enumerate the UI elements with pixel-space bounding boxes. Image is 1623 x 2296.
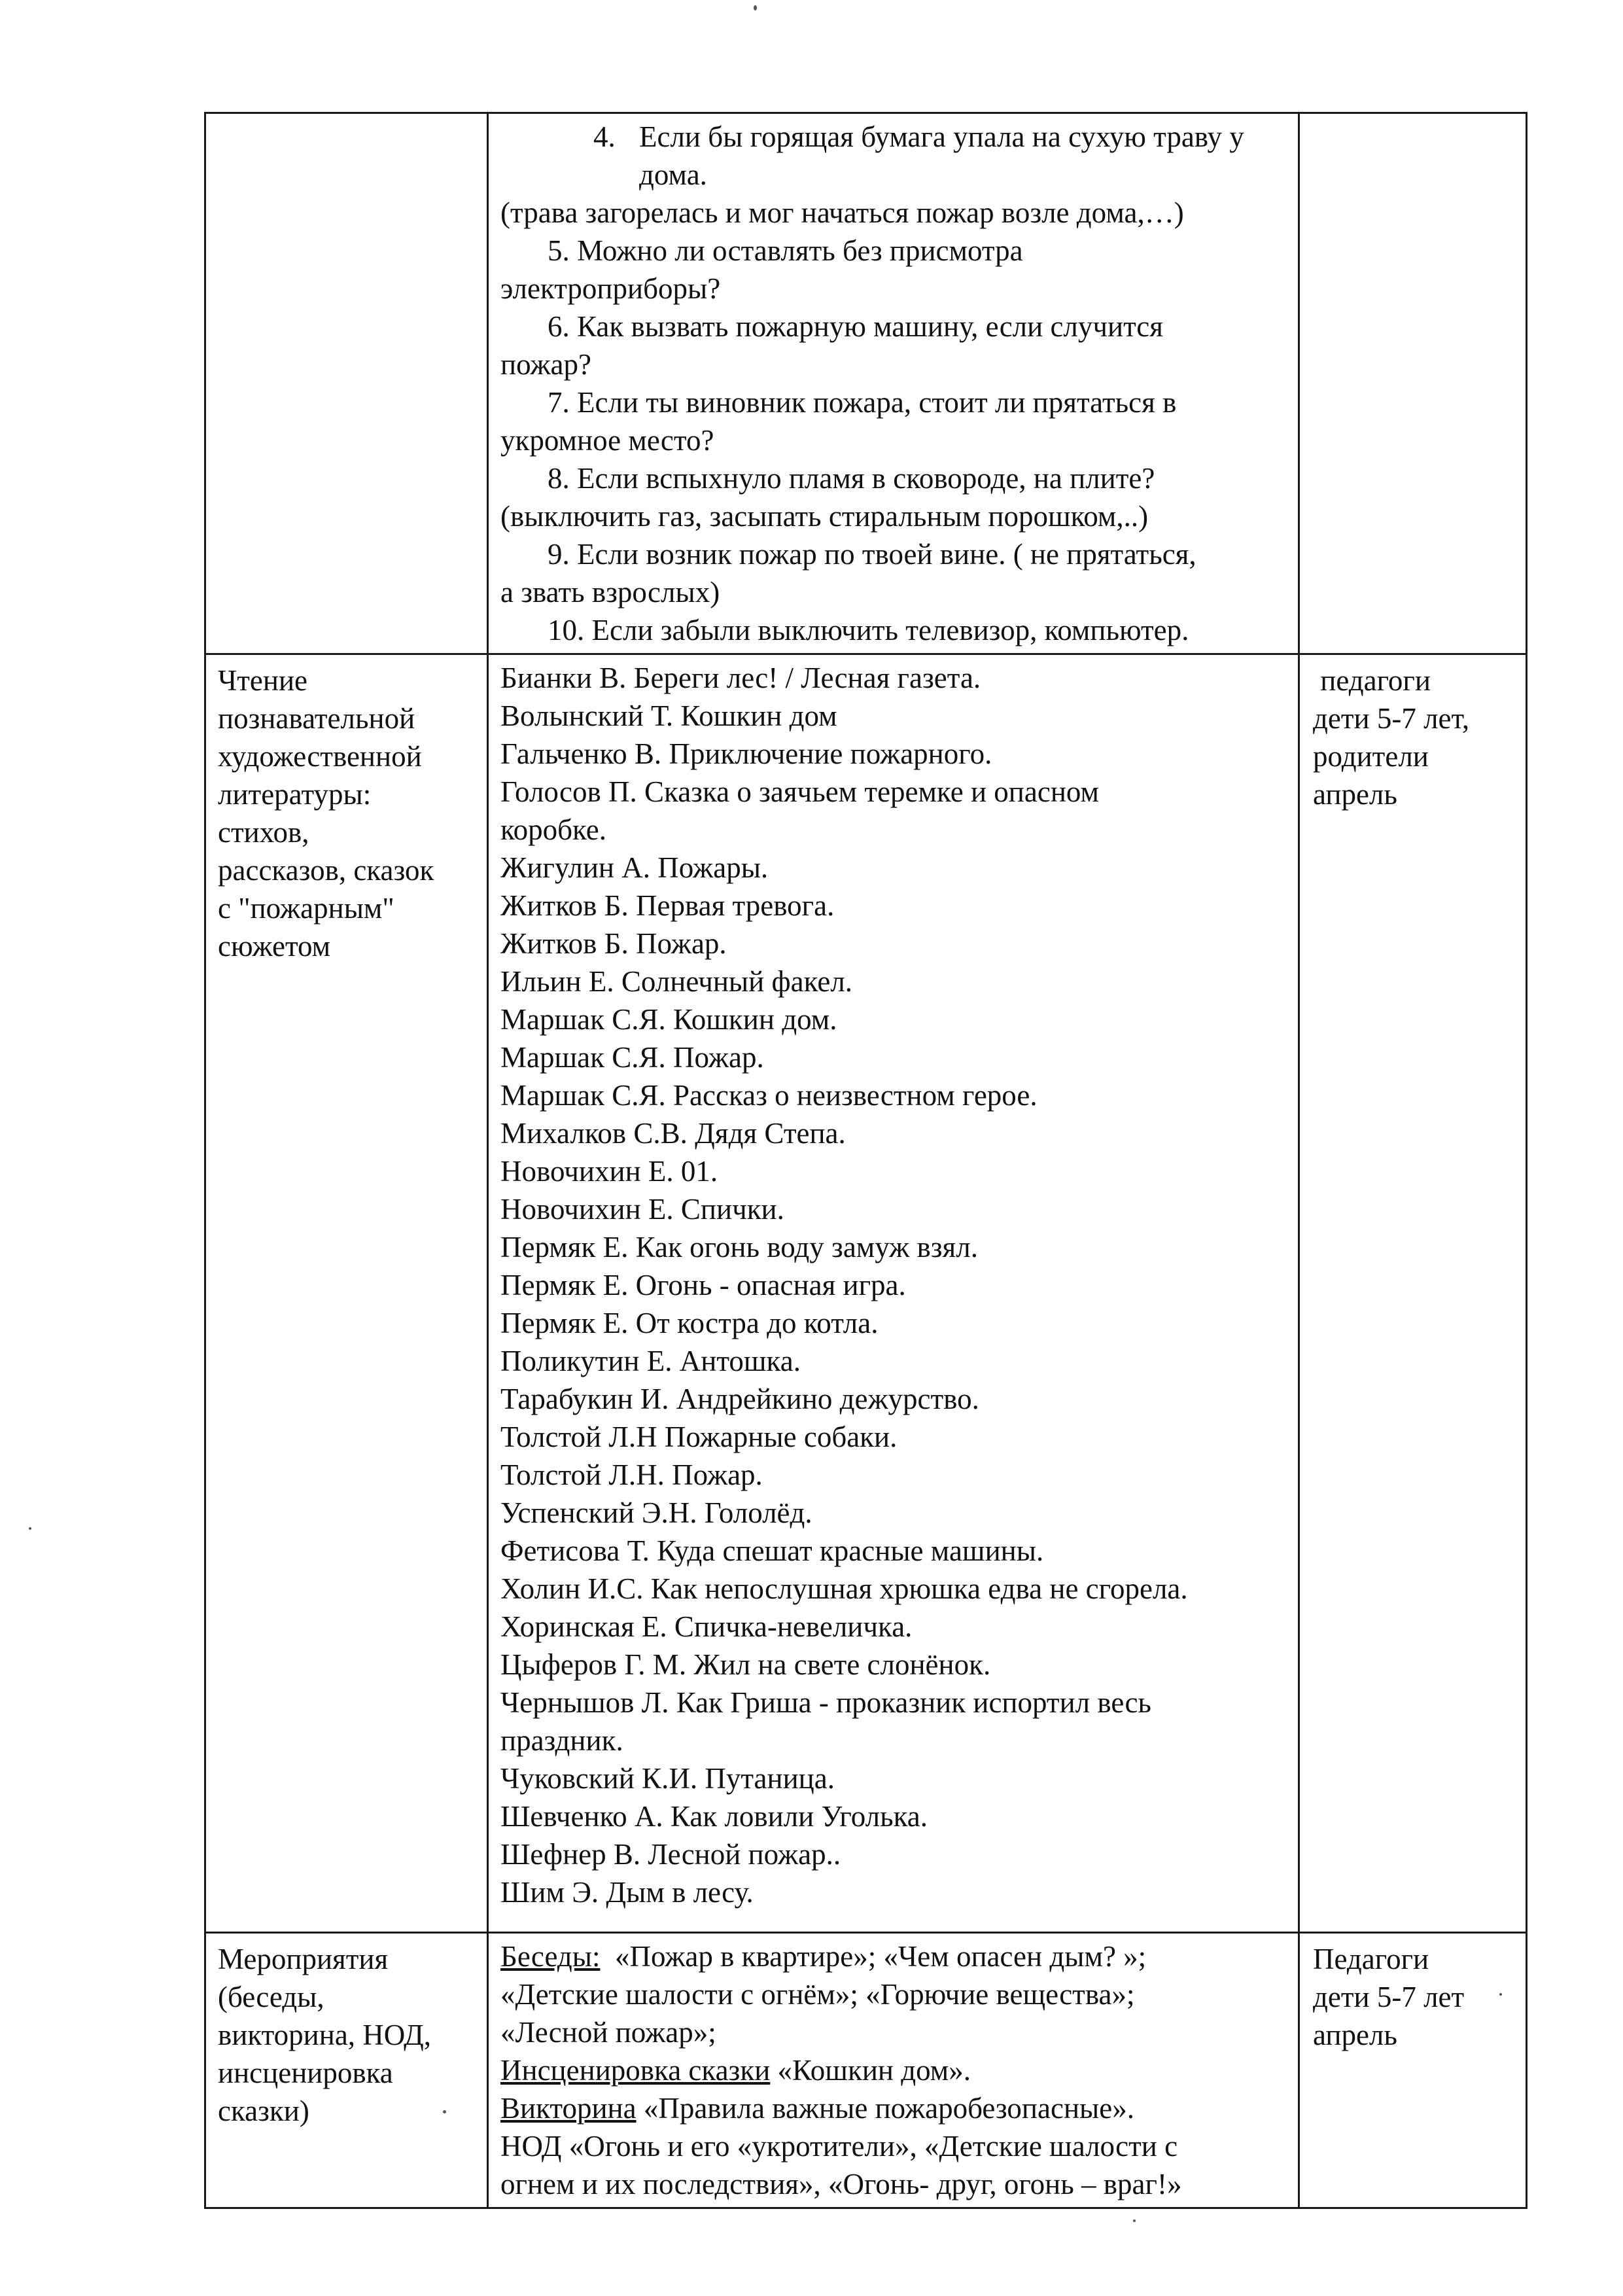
book-item: Пермяк Е. Огонь - опасная игра. <box>500 1269 906 1301</box>
nod-line: НОД «Огонь и его «укротители», «Детские шалости с <box>500 2130 1178 2163</box>
question-line: дома. <box>639 158 707 191</box>
staging-line: Инсценировка сказки «Кошкин дом». <box>500 2054 971 2087</box>
book-item: Шим Э. Дым в лесу. <box>500 1876 754 1909</box>
talks-line: Беседы: «Пожар в квартире»; «Чем опасен дым? »; <box>500 1940 1147 1973</box>
activity-line: с "пожарным" <box>218 892 394 925</box>
plan-table <box>204 112 1527 2209</box>
activity-line: сюжетом <box>218 930 331 963</box>
activity-line: стихов, <box>218 816 309 849</box>
row3-activity-cell <box>205 1933 488 2208</box>
answer-line: а звать взрослых) <box>500 576 720 609</box>
question-line: 10. Если забыли выключить телевизор, компьютер. <box>548 614 1189 646</box>
book-item: Ильин Е. Солнечный факел. <box>500 965 853 998</box>
question-line: пожар? <box>500 348 591 381</box>
book-item: праздник. <box>500 1724 623 1757</box>
participants-line: апрель <box>1313 778 1397 811</box>
book-item: Волынский Т. Кошкин дом <box>500 699 837 732</box>
staging-label: Инсценировка сказки <box>500 2054 771 2087</box>
scan-speck <box>754 5 757 10</box>
book-item: Чернышов Л. Как Гриша - проказник испортил весь <box>500 1686 1151 1719</box>
book-item: Новочихин Е. 01. <box>500 1155 718 1188</box>
activity-line: (беседы, <box>218 1981 324 2013</box>
row1-activity-cell <box>205 113 488 654</box>
answer-line: (трава загорелась и мог начаться пожар возле дома,…) <box>500 196 1184 229</box>
book-item: Толстой Л.Н. Пожар. <box>500 1458 763 1491</box>
book-item: Пермяк Е. Как огонь воду замуж взял. <box>500 1231 978 1263</box>
question-line: 6. Как вызвать пожарную машину, если случится <box>548 310 1163 343</box>
question-line: 8. Если вспыхнуло пламя в сковороде, на плите? <box>548 462 1155 495</box>
book-item: Шевченко А. Как ловили Уголька. <box>500 1800 928 1833</box>
book-item: Тарабукин И. Андрейкино дежурство. <box>500 1383 979 1415</box>
table-row <box>205 654 1527 1933</box>
book-item: Маршак С.Я. Рассказ о неизвестном герое. <box>500 1079 1038 1112</box>
talks-line: «Детские шалости с огнём»; «Горючие вещества»; <box>500 1978 1135 2011</box>
book-item: Успенский Э.Н. Гололёд. <box>500 1496 812 1529</box>
participants-line: родители <box>1313 740 1429 773</box>
row2-activity-cell <box>205 654 488 1933</box>
book-item: Толстой Л.Н Пожарные собаки. <box>500 1421 898 1453</box>
question-line: 5. Можно ли оставлять без присмотра <box>548 234 1023 267</box>
book-item: Цыферов Г. М. Жил на свете слонёнок. <box>500 1648 991 1681</box>
participants-line: педагоги <box>1313 664 1431 697</box>
book-item: Михалков С.В. Дядя Степа. <box>500 1117 846 1150</box>
table-row <box>205 1933 1527 2208</box>
nod-line: огнем и их последствия», «Огонь- друг, огонь – враг!» <box>500 2168 1182 2200</box>
book-item: Житков Б. Первая тревога. <box>500 889 835 922</box>
activity-line: Чтение <box>218 664 308 697</box>
question-line: электроприборы? <box>500 272 721 305</box>
question-line: 7. Если ты виновник пожара, стоит ли прятаться в <box>548 386 1177 419</box>
activity-line: познавательной <box>218 702 415 735</box>
book-item: Хоринская Е. Спичка-невеличка. <box>500 1610 913 1643</box>
book-item: Шефнер В. Лесной пожар.. <box>500 1838 841 1871</box>
book-item: Голосов П. Сказка о заячьем теремке и опасном <box>500 775 1100 808</box>
book-item: Пермяк Е. От костра до котла. <box>500 1307 879 1339</box>
activity-line: инсценировка <box>218 2057 393 2089</box>
quiz-line: Викторина «Правила важные пожаробезопасные». <box>500 2092 1134 2125</box>
book-item: Поликутин Е. Антошка. <box>500 1345 801 1377</box>
book-item: Маршак С.Я. Пожар. <box>500 1041 764 1074</box>
book-item: Маршак С.Я. Кошкин дом. <box>500 1003 837 1036</box>
activity-line: художественной <box>218 740 422 773</box>
activity-line: литературы: <box>218 778 372 811</box>
activity-line: Мероприятия <box>218 1943 389 1975</box>
row1-content-cell <box>488 113 1299 654</box>
row1-participants-cell <box>1299 113 1527 654</box>
book-item: коробке. <box>500 813 606 846</box>
talks-line: «Лесной пожар»; <box>500 2016 716 2049</box>
participants-line: дети 5-7 лет <box>1313 1981 1465 2013</box>
participants-line: дети 5-7 лет, <box>1313 702 1470 735</box>
book-item: Холин И.С. Как непослушная хрюшка едва не сгорела. <box>500 1572 1188 1605</box>
question-line: 9. Если возник пожар по твоей вине. ( не прятаться, <box>548 538 1196 571</box>
answer-line: (выключить газ, засыпать стиральным порошком,..) <box>500 500 1149 533</box>
book-item: Жигулин А. Пожары. <box>500 851 769 884</box>
talks-label: Беседы: <box>500 1940 601 1973</box>
scan-speck <box>29 1527 31 1530</box>
book-list-cell <box>488 654 1299 1933</box>
participants-line: апрель <box>1313 2019 1397 2051</box>
quiz-label: Викторина <box>500 2092 637 2125</box>
book-item: Житков Б. Пожар. <box>500 927 727 960</box>
book-item: Гальченко В. Приключение пожарного. <box>500 737 992 770</box>
activity-line: викторина, НОД, <box>218 2019 432 2051</box>
row2-participants-cell <box>1299 654 1527 1933</box>
row3-participants-cell <box>1299 1933 1527 2208</box>
events-cell <box>488 1933 1299 2208</box>
table-row <box>205 113 1527 654</box>
book-item: Новочихин Е. Спички. <box>500 1193 784 1226</box>
book-item: Чуковский К.И. Путаница. <box>500 1762 835 1795</box>
question-line: 4. Если бы горящая бумага упала на сухую траву у <box>593 120 1244 153</box>
question-line: укромное место? <box>500 424 714 457</box>
book-item: Фетисова Т. Куда спешат красные машины. <box>500 1534 1044 1567</box>
participants-line: Педагоги <box>1313 1943 1429 1975</box>
book-item: Бианки В. Береги лес! / Лесная газета. <box>500 662 981 694</box>
activity-line: сказки) <box>218 2094 309 2127</box>
scan-speck <box>1133 2219 1136 2222</box>
activity-line: рассказов, сказок <box>218 854 434 887</box>
